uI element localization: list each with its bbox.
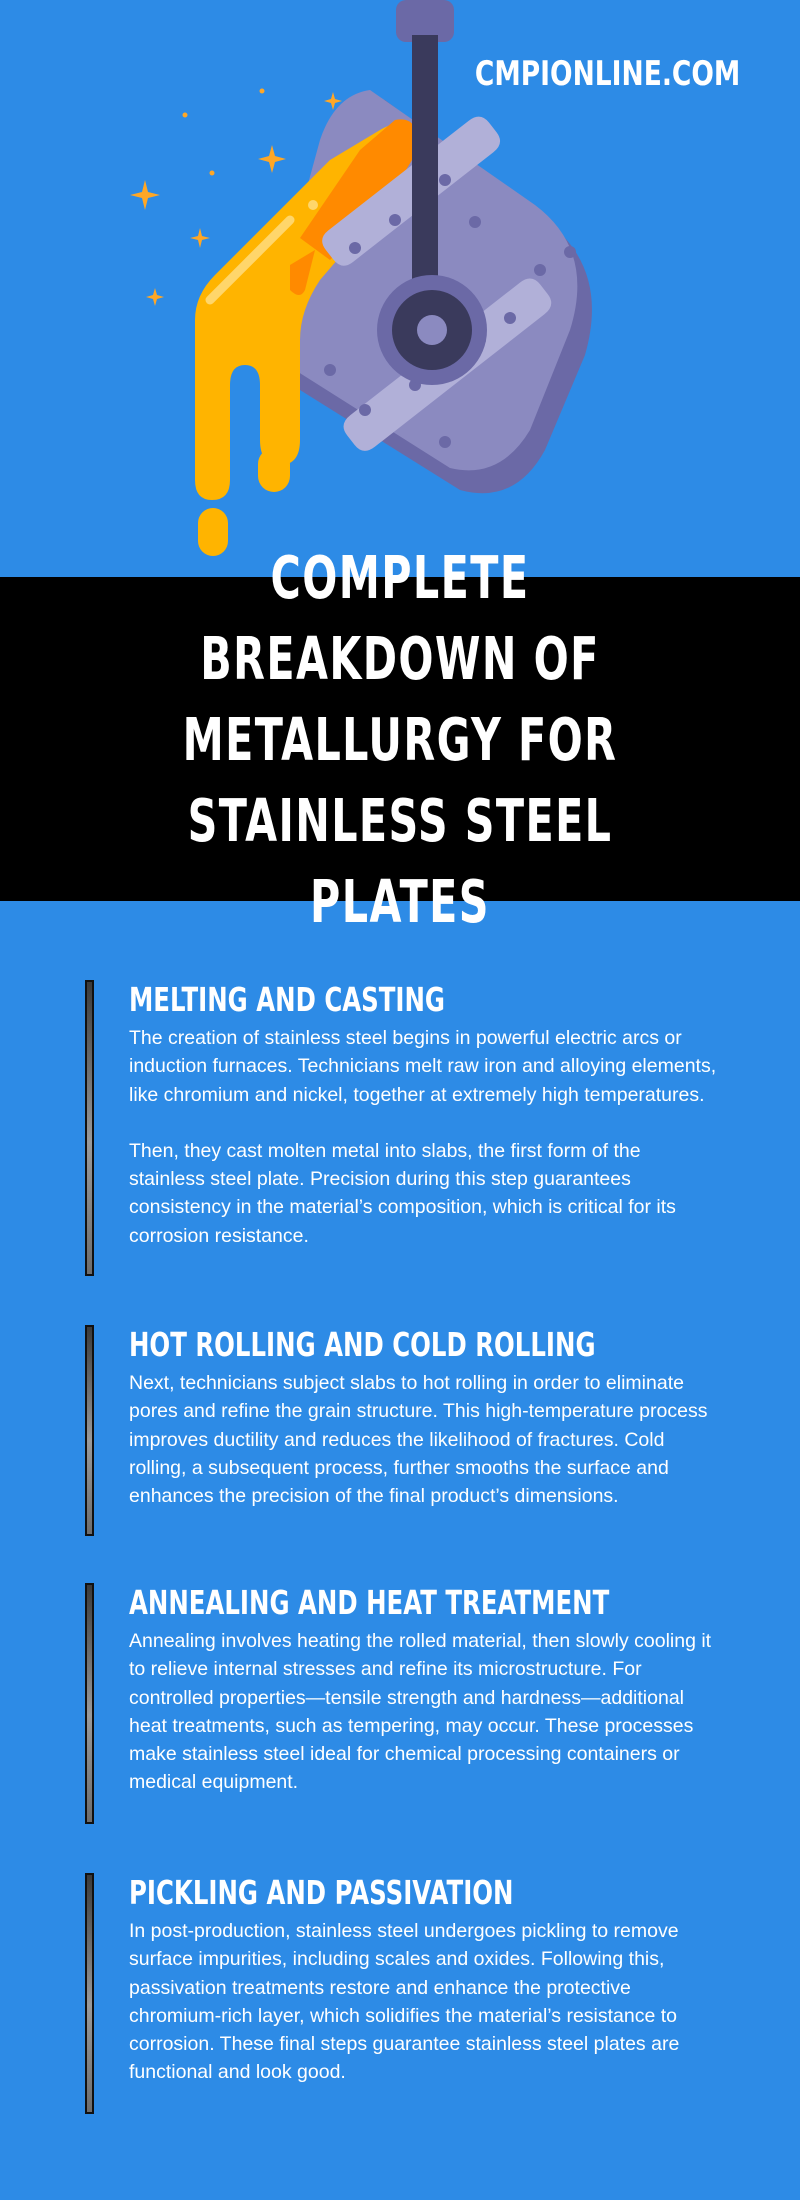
section-heading: MELTING AND CASTING	[129, 980, 445, 1019]
page-title: COMPLETE BREAKDOWN OF METALLURGY FOR STAINLESS STEEL PLATES	[182, 542, 618, 936]
section-heading: HOT ROLLING AND COLD ROLLING	[129, 1325, 596, 1364]
section-heading: ANNEALING AND HEAT TREATMENT	[129, 1583, 610, 1622]
section-paragraph: Next, technicians subject slabs to hot rolling in order to eliminate pores and refine the grain structure. This high-temperature process improves ductility and reduces the likelihood of fractures. Cold rolling, a subsequent process, further smooths the surface and enhances the precision of the final product’s dimensions.	[129, 1372, 708, 1508]
section-accent-bar	[85, 980, 94, 1276]
section-paragraph: The creation of stainless steel begins in powerful electric arcs or induction furnaces. Technicians melt raw iron and alloying elements, like chromium and nickel, together at extremely high temperatures.	[129, 1027, 717, 1106]
section-heading: PICKLING AND PASSIVATION	[129, 1873, 514, 1912]
section-accent-bar	[85, 1583, 94, 1824]
section-annealing-and-heat-treatment	[85, 1583, 725, 1824]
section-melting-and-casting	[85, 980, 725, 1276]
section-body	[129, 1369, 719, 1510]
title-band	[0, 542, 800, 936]
section-paragraph: In post-production, stainless steel undergoes pickling to remove surface impurities, including scales and oxides. Following this, passivation treatments restore and enhance the protective chromium-rich layer, which solidifies the material’s resistance to corrosion. These final steps guarantee stainless steel plates are functional and look good.	[129, 1920, 680, 2084]
section-hot-and-cold-rolling	[85, 1325, 725, 1536]
section-body	[129, 1917, 719, 2087]
content-area	[0, 901, 800, 2200]
hero-banner	[0, 0, 800, 577]
section-body	[129, 1024, 719, 1250]
section-accent-bar	[85, 1325, 94, 1536]
section-body	[129, 1627, 719, 1797]
site-name: CMPIONLINE.COM	[474, 54, 740, 94]
section-pickling-and-passivation	[85, 1873, 725, 2114]
section-accent-bar	[85, 1873, 94, 2114]
section-paragraph: Annealing involves heating the rolled material, then slowly cooling it to relieve internal stresses and refine its microstructure. For controlled properties—tensile strength and hardness—additional heat treatments, such as tempering, may occur. These processes make stainless steel ideal for chemical processing containers or medical equipment.	[129, 1630, 712, 1794]
section-paragraph: Then, they cast molten metal into slabs, the first form of the stainless steel plate. Precision during this step guarantees consistency in the material’s composition, which is critical for its corrosion resistance.	[129, 1139, 676, 1247]
